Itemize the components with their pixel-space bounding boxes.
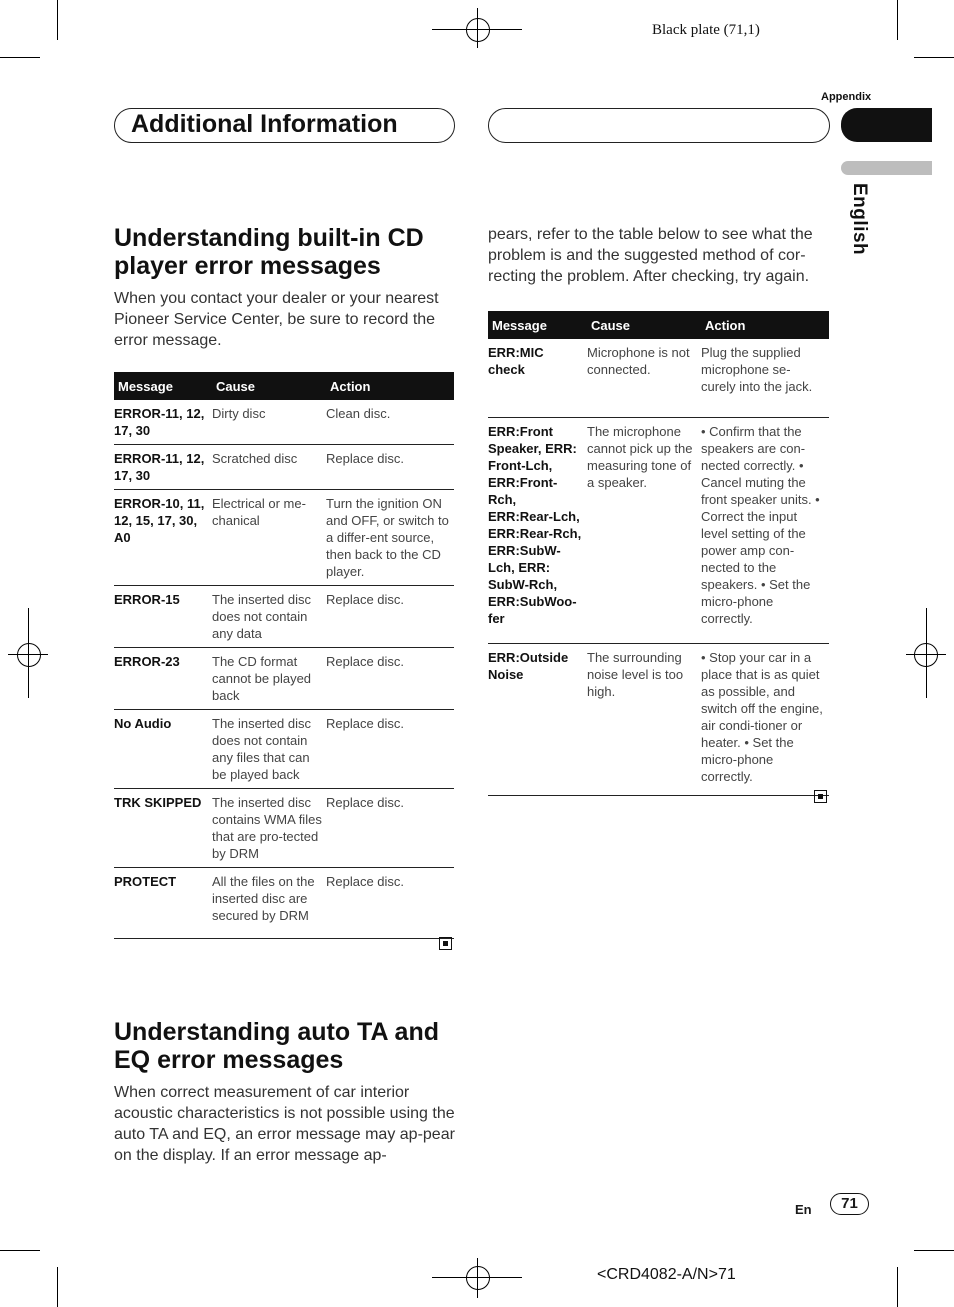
- cell-message: PROTECT: [114, 868, 212, 939]
- cell-action: Replace disc.: [326, 789, 454, 868]
- cell-message: No Audio: [114, 710, 212, 789]
- heading-ta-eq-errors: Understanding auto TA and EQ error messages: [114, 1018, 439, 1074]
- crop-mark: [0, 57, 40, 58]
- page-language: En: [795, 1202, 812, 1217]
- intro-ta-eq-errors: When correct measurement of car interior acoustic characteristics is not possible using the auto TA and EQ, an error message may ap-pear on the display. If an error message ap-: [114, 1084, 455, 1164]
- cell-action: Replace disc.: [326, 586, 454, 648]
- crop-mark: [897, 1267, 898, 1307]
- cell-action: Plug the supplied microphone se-curely into the jack.: [701, 339, 829, 418]
- blank-header-pill: [488, 108, 830, 143]
- table-row: [488, 339, 829, 418]
- register-circle: [466, 1266, 490, 1290]
- footer-code: <CRD4082-A/N>71: [597, 1266, 736, 1283]
- crop-mark: [57, 1267, 58, 1307]
- cell-cause: The inserted disc does not contain any data: [212, 586, 326, 648]
- left-column-top: [114, 224, 454, 351]
- right-column-top: [488, 224, 830, 287]
- table-row: [114, 490, 454, 586]
- cell-action: Replace disc.: [326, 445, 454, 490]
- table-row: [114, 710, 454, 789]
- section-title: Additional Information: [131, 110, 398, 138]
- cell-action: • Confirm that the speakers are con-nected correctly. • Cancel muting the front speaker units. • Correct the input level setting of the power amp con-nected to the speakers. • Set the micro-phone correctly.: [701, 418, 829, 644]
- table-row: [114, 400, 454, 445]
- ta-eq-error-table: [488, 311, 829, 796]
- end-mark: [439, 937, 452, 950]
- cell-action: Clean disc.: [326, 400, 454, 445]
- cell-cause: The inserted disc does not contain any files that can be played back: [212, 710, 326, 789]
- cell-cause: Electrical or me-chanical: [212, 490, 326, 586]
- cell-message: ERR:MIC check: [488, 339, 587, 418]
- table-header-row: [488, 311, 829, 339]
- cell-action: Turn the ignition ON and OFF, or switch to a differ-ent source, then back to the CD player.: [326, 490, 454, 586]
- appendix-label: Appendix: [821, 91, 872, 103]
- cell-action: Replace disc.: [326, 648, 454, 710]
- header-action: Action: [326, 372, 454, 400]
- table-row: [114, 586, 454, 648]
- crop-mark: [57, 0, 58, 40]
- cell-message: ERROR-11, 12, 17, 30: [114, 445, 212, 490]
- table-row: [488, 418, 829, 644]
- cell-message: ERROR-10, 11, 12, 15, 17, 30, A0: [114, 490, 212, 586]
- table-row: [114, 868, 454, 939]
- left-column-bottom: [114, 1018, 456, 1166]
- cell-cause: Dirty disc: [212, 400, 326, 445]
- crop-mark: [914, 1250, 954, 1251]
- register-circle: [466, 18, 490, 42]
- register-circle: [17, 643, 41, 667]
- register-circle: [914, 643, 938, 667]
- language-tab-bar: [841, 161, 932, 175]
- intro-cd-errors: When you contact your dealer or your nearest Pioneer Service Center, be sure to record the error message.: [114, 290, 439, 349]
- cell-cause: The CD format cannot be played back: [212, 648, 326, 710]
- plate-label: Black plate (71,1): [652, 22, 760, 38]
- header-cause: Cause: [212, 372, 326, 400]
- table-row: [114, 648, 454, 710]
- table-row: [114, 445, 454, 490]
- header-action: Action: [701, 311, 829, 339]
- header-message: Message: [114, 372, 212, 400]
- table-row: [114, 789, 454, 868]
- cell-cause: The inserted disc contains WMA files that are pro-tected by DRM: [212, 789, 326, 868]
- cell-message: ERROR-23: [114, 648, 212, 710]
- header-cause: Cause: [587, 311, 701, 339]
- end-mark: [814, 790, 827, 803]
- crop-mark: [914, 57, 954, 58]
- cell-message: TRK SKIPPED: [114, 789, 212, 868]
- heading-cd-errors: Understanding built-in CD player error messages: [114, 224, 424, 280]
- cell-message: ERROR-15: [114, 586, 212, 648]
- language-tab-label: English: [849, 183, 870, 256]
- cell-message: ERROR-11, 12, 17, 30: [114, 400, 212, 445]
- continuation-text: pears, refer to the table below to see what the problem is and the suggested method of cor-recting the problem. After checking, try again.: [488, 226, 813, 285]
- table-header-row: [114, 372, 454, 400]
- cell-message: ERR:Outside Noise: [488, 644, 587, 796]
- cell-action: Replace disc.: [326, 710, 454, 789]
- crop-mark: [897, 0, 898, 40]
- table-row: [488, 644, 829, 796]
- cell-cause: The microphone cannot pick up the measuring tone of a speaker.: [587, 418, 701, 644]
- cell-cause: All the files on the inserted disc are secured by DRM: [212, 868, 326, 939]
- page-number: 71: [830, 1193, 869, 1215]
- cd-error-table: [114, 372, 454, 939]
- cell-action: Replace disc.: [326, 868, 454, 939]
- crop-mark: [0, 1250, 40, 1251]
- cell-message: ERR:Front Speaker, ERR: Front-Lch, ERR:Front-Rch, ERR:Rear-Lch, ERR:Rear-Rch, ERR:SubW-Lch, ERR: SubW-Rch, ERR:SubWoo-fer: [488, 418, 587, 644]
- cell-cause: The surrounding noise level is too high.: [587, 644, 701, 796]
- chapter-tab: [841, 108, 932, 142]
- cell-cause: Microphone is not connected.: [587, 339, 701, 418]
- cell-cause: Scratched disc: [212, 445, 326, 490]
- cell-action: • Stop your car in a place that is as quiet as possible, and switch off the engine, air condi-tioner or heater. • Set the micro-phone correctly.: [701, 644, 829, 796]
- header-message: Message: [488, 311, 587, 339]
